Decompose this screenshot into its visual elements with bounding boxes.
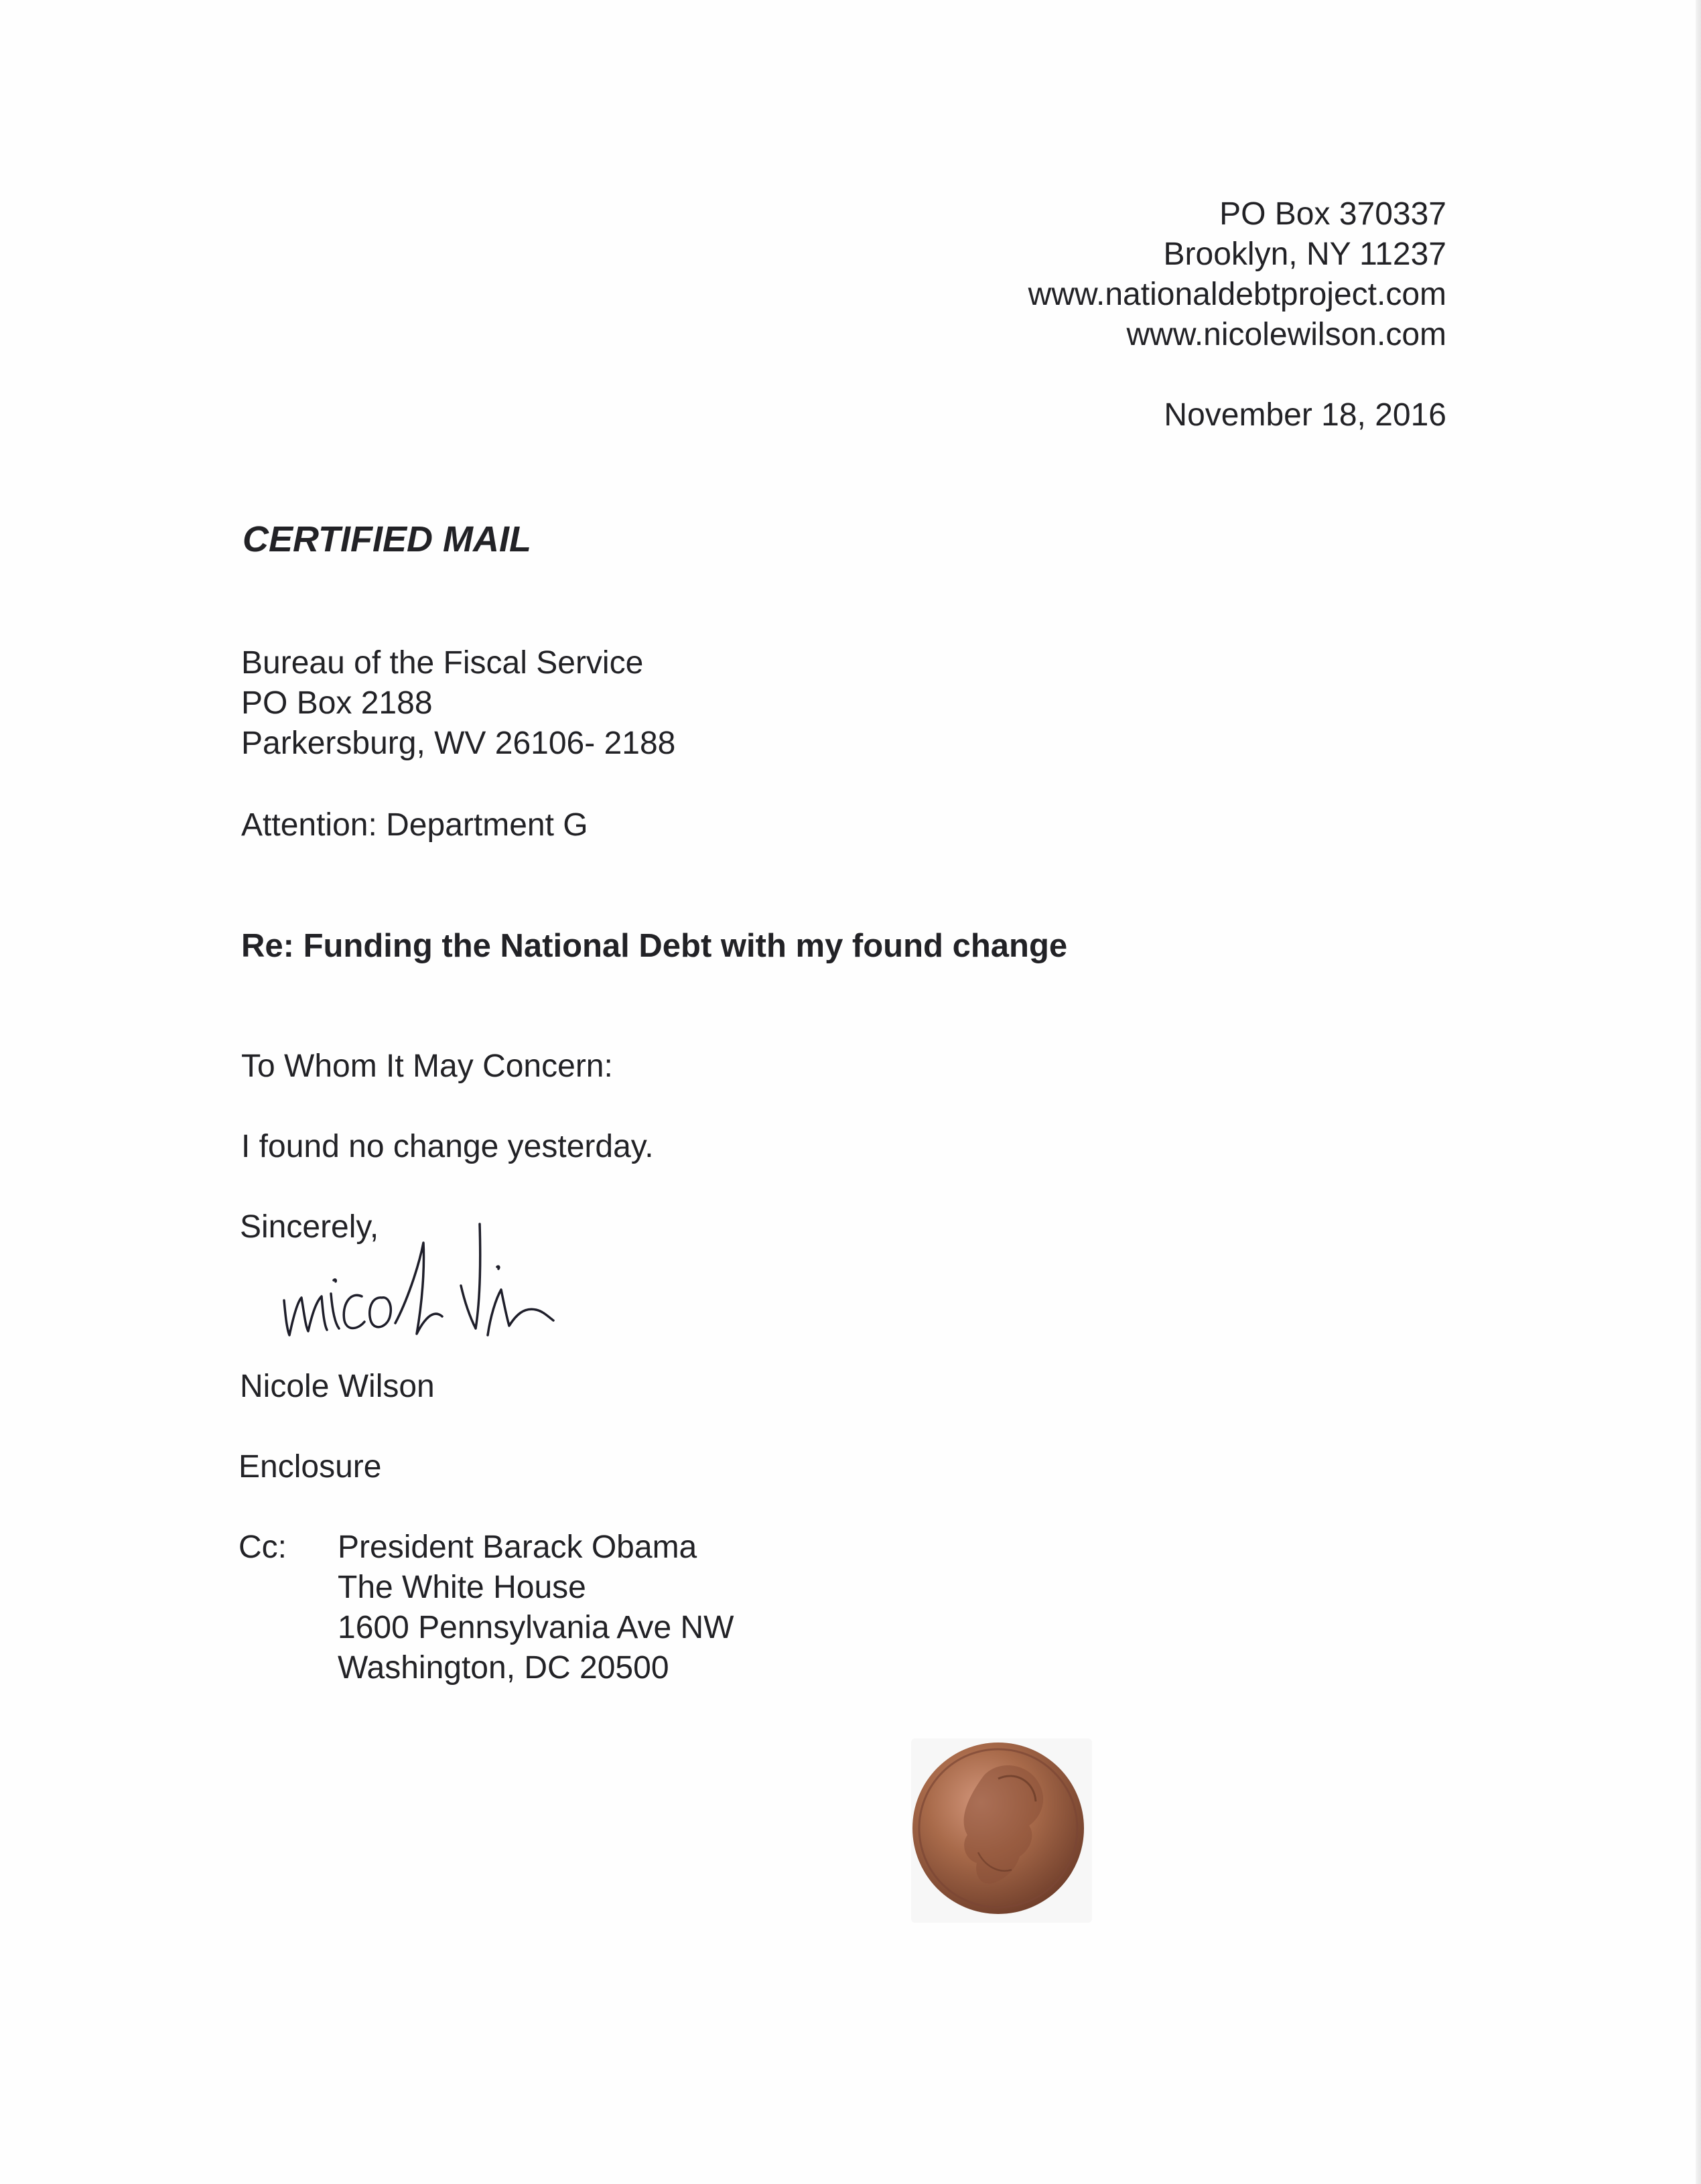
certified-mail-heading: CERTIFIED MAIL [243, 519, 531, 559]
letter-body: I found no change yesterday. [241, 1129, 654, 1164]
closing: Sincerely, [240, 1209, 379, 1245]
cc-organization: The White House [338, 1570, 586, 1605]
website-nicole-wilson: www.nicolewilson.com [1126, 317, 1446, 352]
handwritten-signature [275, 1216, 583, 1350]
return-address [1028, 194, 1446, 355]
penny-coin-image [898, 1732, 1099, 1926]
cc-address [338, 1527, 734, 1688]
recipient-name: Bureau of the Fiscal Service [241, 645, 644, 681]
subject-line: Re: Funding the National Debt with my found change [241, 928, 1068, 964]
recipient-po-box: PO Box 2188 [241, 685, 433, 721]
cc-label: Cc: [239, 1529, 287, 1565]
website-national-debt-project: www.nationaldebtproject.com [1028, 277, 1446, 312]
return-po-box: PO Box 370337 [1219, 196, 1446, 232]
cc-name: President Barack Obama [338, 1529, 697, 1565]
recipient-city-state-zip: Parkersburg, WV 26106- 2188 [241, 726, 676, 761]
cc-street: 1600 Pennsylvania Ave NW [338, 1610, 734, 1645]
salutation: To Whom It May Concern: [241, 1048, 613, 1084]
recipient-address [241, 643, 675, 764]
cc-city-state-zip: Washington, DC 20500 [338, 1650, 669, 1686]
return-city-state-zip: Brooklyn, NY 11237 [1163, 236, 1446, 272]
enclosure-notation: Enclosure [239, 1449, 382, 1485]
scan-edge [1696, 0, 1701, 2184]
letter-date: November 18, 2016 [1164, 397, 1446, 433]
attention-line: Attention: Department G [241, 807, 588, 843]
signer-name: Nicole Wilson [240, 1369, 435, 1404]
